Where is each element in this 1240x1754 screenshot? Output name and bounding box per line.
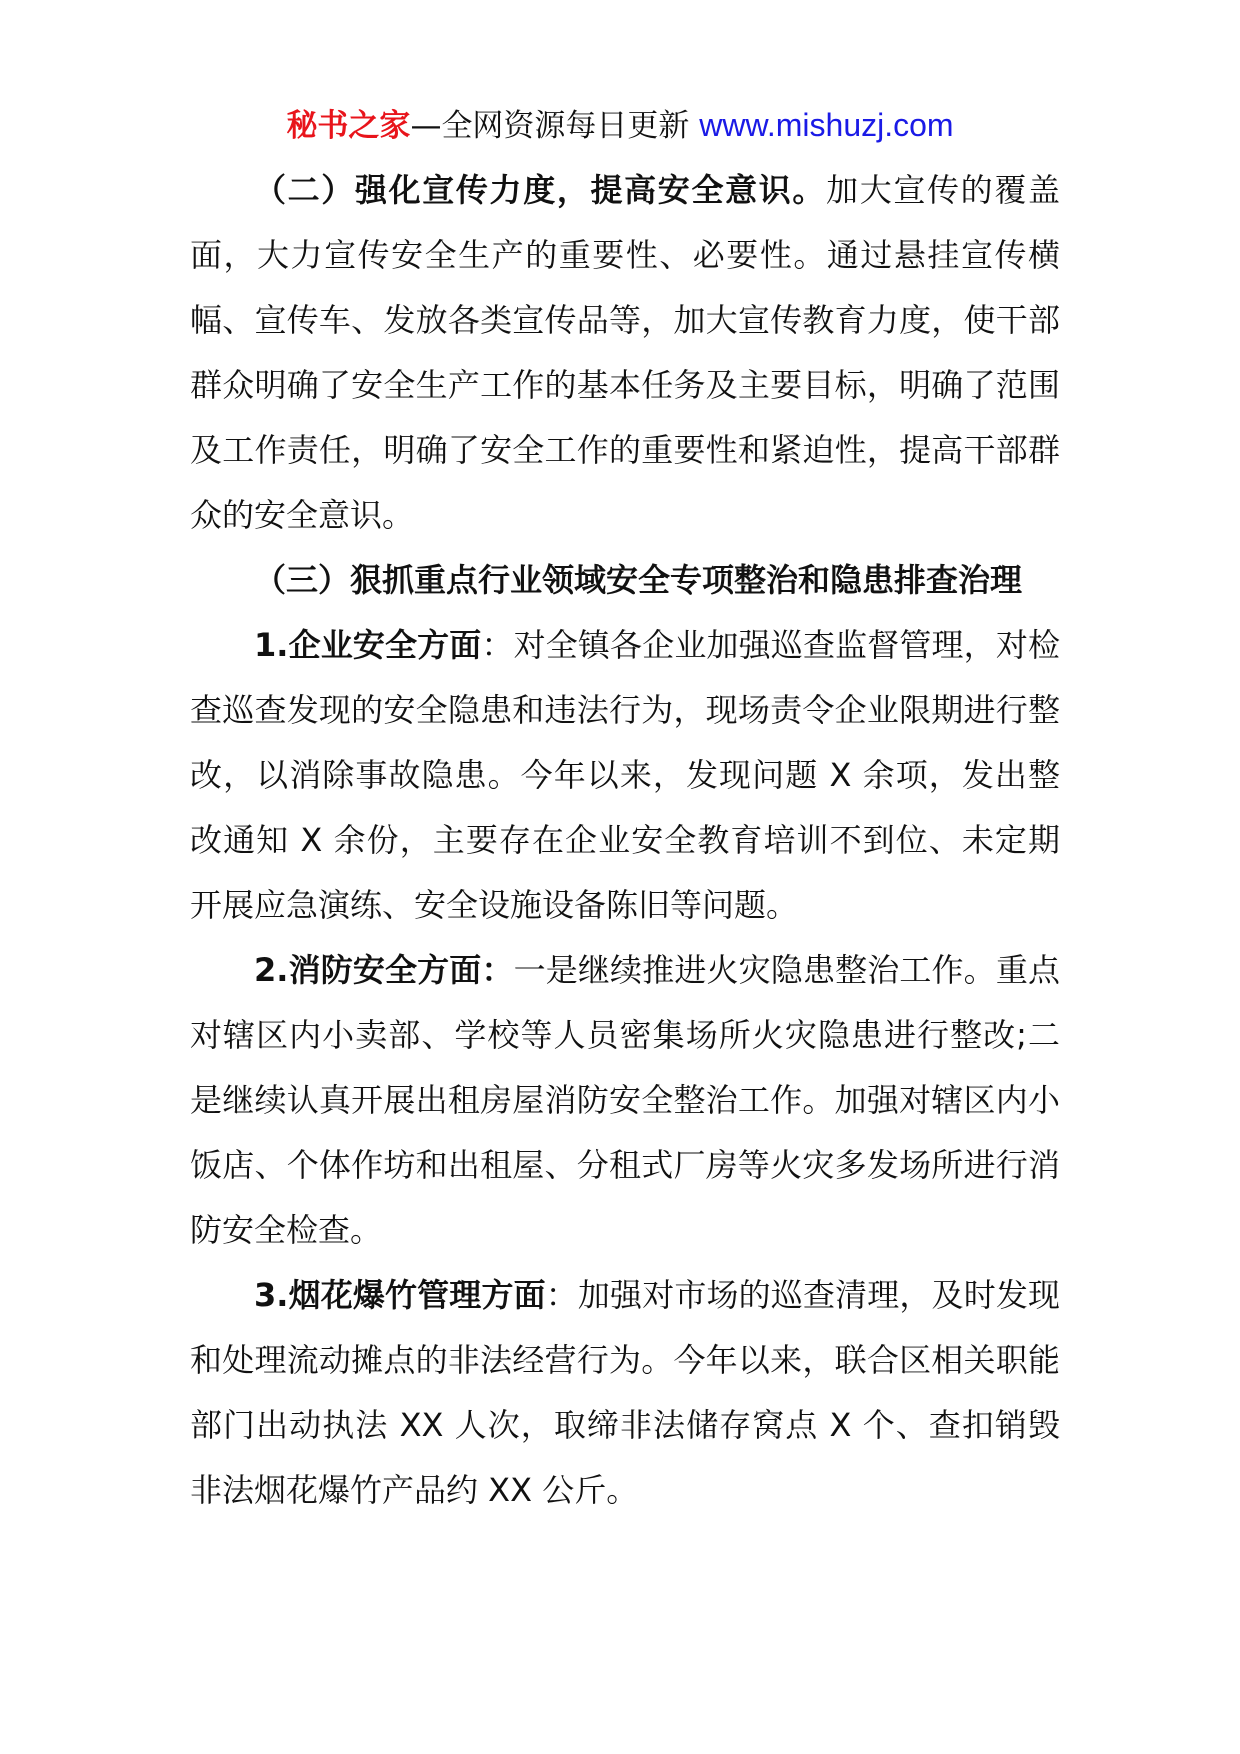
section-2-paragraph: [190, 158, 1060, 548]
item-1-title: 1.企业安全方面: [254, 626, 482, 664]
site-url[interactable]: www.mishuzj.com: [699, 107, 954, 143]
site-brand: 秘书之家: [286, 108, 411, 144]
item-3-paragraph: [190, 1263, 1060, 1523]
section-3-title: （三）狠抓重点行业领域安全专项整治和隐患排查治理: [254, 561, 1023, 599]
section-2-body: 加大宣传的覆盖面，大力宣传安全生产的重要性、必要性。通过悬挂宣传横幅、宣传车、发放各类宣传品等，加大宣传教育力度，使干部群众明确了安全生产工作的基本任务及主要目标，明确了范围及工作责任，明确了安全工作的重要性和紧迫性，提高干部群众的安全意识。: [190, 171, 1060, 534]
item-3-body: ：加强对市场的巡查清理，及时发现和处理流动摊点的非法经营行为。今年以来，联合区相关职能部门出动执法 XX 人次，取缔非法储存窝点 X 个、查扣销毁非法烟花爆竹产品约 XX 公斤。: [190, 1276, 1060, 1509]
site-header: [0, 100, 1240, 151]
section-2-title: （二）强化宣传力度，提高安全意识。: [254, 171, 827, 209]
item-1-body: ：对全镇各企业加强巡查监督管理，对检查巡查发现的安全隐患和违法行为，现场责令企业限期进行整改，以消除事故隐患。今年以来，发现问题 X 余项，发出整改通知 X 余份，主要存在企业安全教育培训不到位、未定期开展应急演练、安全设施设备陈旧等问题。: [190, 626, 1060, 924]
item-2-title: 2.消防安全方面：: [254, 951, 514, 989]
item-3-title: 3.烟花爆竹管理方面: [254, 1276, 546, 1314]
item-2-body: 一是继续推进火灾隐患整治工作。重点对辖区内小卖部、学校等人员密集场所火灾隐患进行整改;二是继续认真开展出租房屋消防安全整治工作。加强对辖区内小饭店、个体作坊和出租屋、分租式厂房等火灾多发场所进行消防安全检查。: [190, 951, 1060, 1249]
document-body: [190, 158, 1060, 1523]
site-tagline: —全网资源每日更新: [410, 108, 700, 144]
item-2-paragraph: [190, 938, 1060, 1263]
item-1-paragraph: [190, 613, 1060, 938]
